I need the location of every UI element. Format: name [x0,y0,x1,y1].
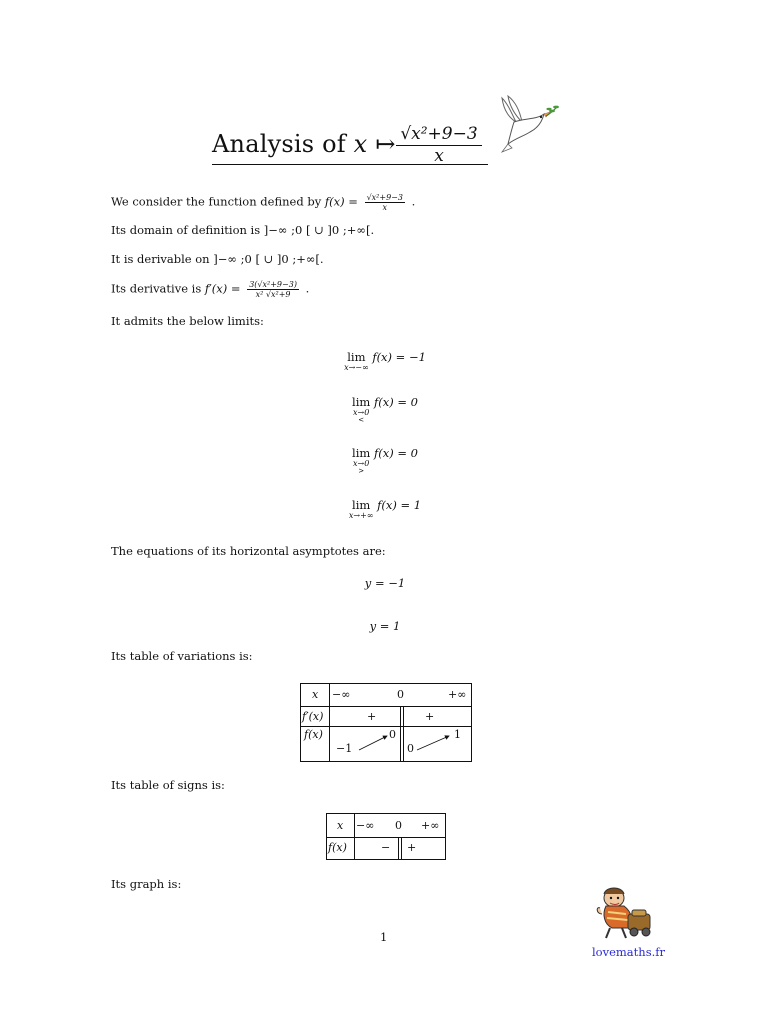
var-fprime-sign: + [367,710,377,723]
sign-x-value: +∞ [421,819,440,832]
limit-subscript: x→0 [353,408,370,417]
var-f-value: 0 [389,728,396,741]
limit-expression: f(x) = 1 [377,498,422,512]
var-f-value: −1 [336,742,353,755]
lim-word: lim [352,446,371,460]
title-numerator: √x²+9−3 [396,124,482,146]
derivative-fpx: f′(x) = [204,281,245,296]
domain-line: Its domain of definition is ]−∞ ;0 [ ∪ ]0 ;+∞[. [111,223,375,237]
intro-fx: f(x) = [324,194,362,209]
signs-intro: Its table of signs is: [111,778,225,792]
sign-f-label: f(x) [328,841,347,854]
limit-subscript: x→−∞ [344,363,369,372]
var-f-value: 1 [454,728,461,741]
sign-x-value: −∞ [356,819,375,832]
title-denominator: x [434,146,444,166]
var-fprime-label: f′(x) [302,710,324,723]
sign-f-value: + [407,841,417,854]
derivative-fraction [247,280,299,299]
var-x-value: +∞ [448,688,467,701]
derivative-line [111,280,309,299]
lim-word: lim [352,395,371,409]
intro-fraction [365,193,405,212]
variations-intro: Its table of variations is: [111,649,253,663]
derivative-text: Its derivative is [111,281,202,296]
asymptote-equation: y = 1 [369,619,401,633]
lim-word: lim [352,498,371,512]
limit-expression: f(x) = −1 [372,350,426,364]
var-x-value: 0 [397,688,404,701]
limit-expression: f(x) = 0 [373,446,418,460]
var-fprime-sign: + [425,710,435,723]
variations-table [300,683,472,762]
intro-frac-numerator: √x²+9−3 [366,193,403,202]
asymptotes-intro: The equations of its horizontal asymptotes are: [111,544,386,558]
increasing-arrows [301,684,471,761]
lim-word: lim [347,350,366,364]
site-link[interactable]: lovemaths.fr [592,945,666,959]
sign-f-value: − [381,841,391,854]
limit-subscript: x→0 [353,459,370,468]
limit-expression: f(x) = 0 [373,395,418,409]
limit-subscript-side: < [358,416,365,424]
intro-text: We consider the function defined by [111,194,322,209]
sign-x-value: 0 [395,819,402,832]
intro-line [111,193,415,212]
title-mapsto: ↦ [367,130,396,158]
limit-plus-infinity [300,498,470,520]
limit-zero-left [300,395,470,424]
dove-icon [494,92,562,158]
asymptote-equation: y = −1 [364,576,406,590]
derivative-frac-denominator: x² √x²+9 [255,290,291,299]
title-variable: x [353,130,368,158]
var-f-label: f(x) [304,728,323,741]
limits-intro: It admits the below limits: [111,314,264,328]
title-fraction [396,124,482,166]
intro-frac-denominator: x [382,203,388,212]
page-title [212,120,488,168]
page-number: 1 [380,930,388,944]
limit-subscript-side: > [358,467,365,475]
var-x-value: −∞ [332,688,351,701]
graph-intro: Its graph is: [111,877,182,891]
var-x-label: x [312,688,319,701]
sign-x-label: x [337,819,344,832]
intro-end: . [411,194,416,209]
var-f-value: 0 [407,742,414,755]
derivative-end: . [305,281,310,296]
limit-subscript: x→+∞ [348,511,374,520]
signs-table [326,813,446,860]
title-underline [212,164,488,165]
title-prefix: Analysis of [212,130,354,158]
derivable-line: It is derivable on ]−∞ ;0 [ ∪ ]0 ;+∞[. [111,252,324,266]
limit-minus-infinity [300,350,470,372]
mascot-icon [592,884,662,942]
limit-zero-right [300,446,470,475]
derivative-frac-numerator: 3(√x²+9−3) [249,280,297,289]
